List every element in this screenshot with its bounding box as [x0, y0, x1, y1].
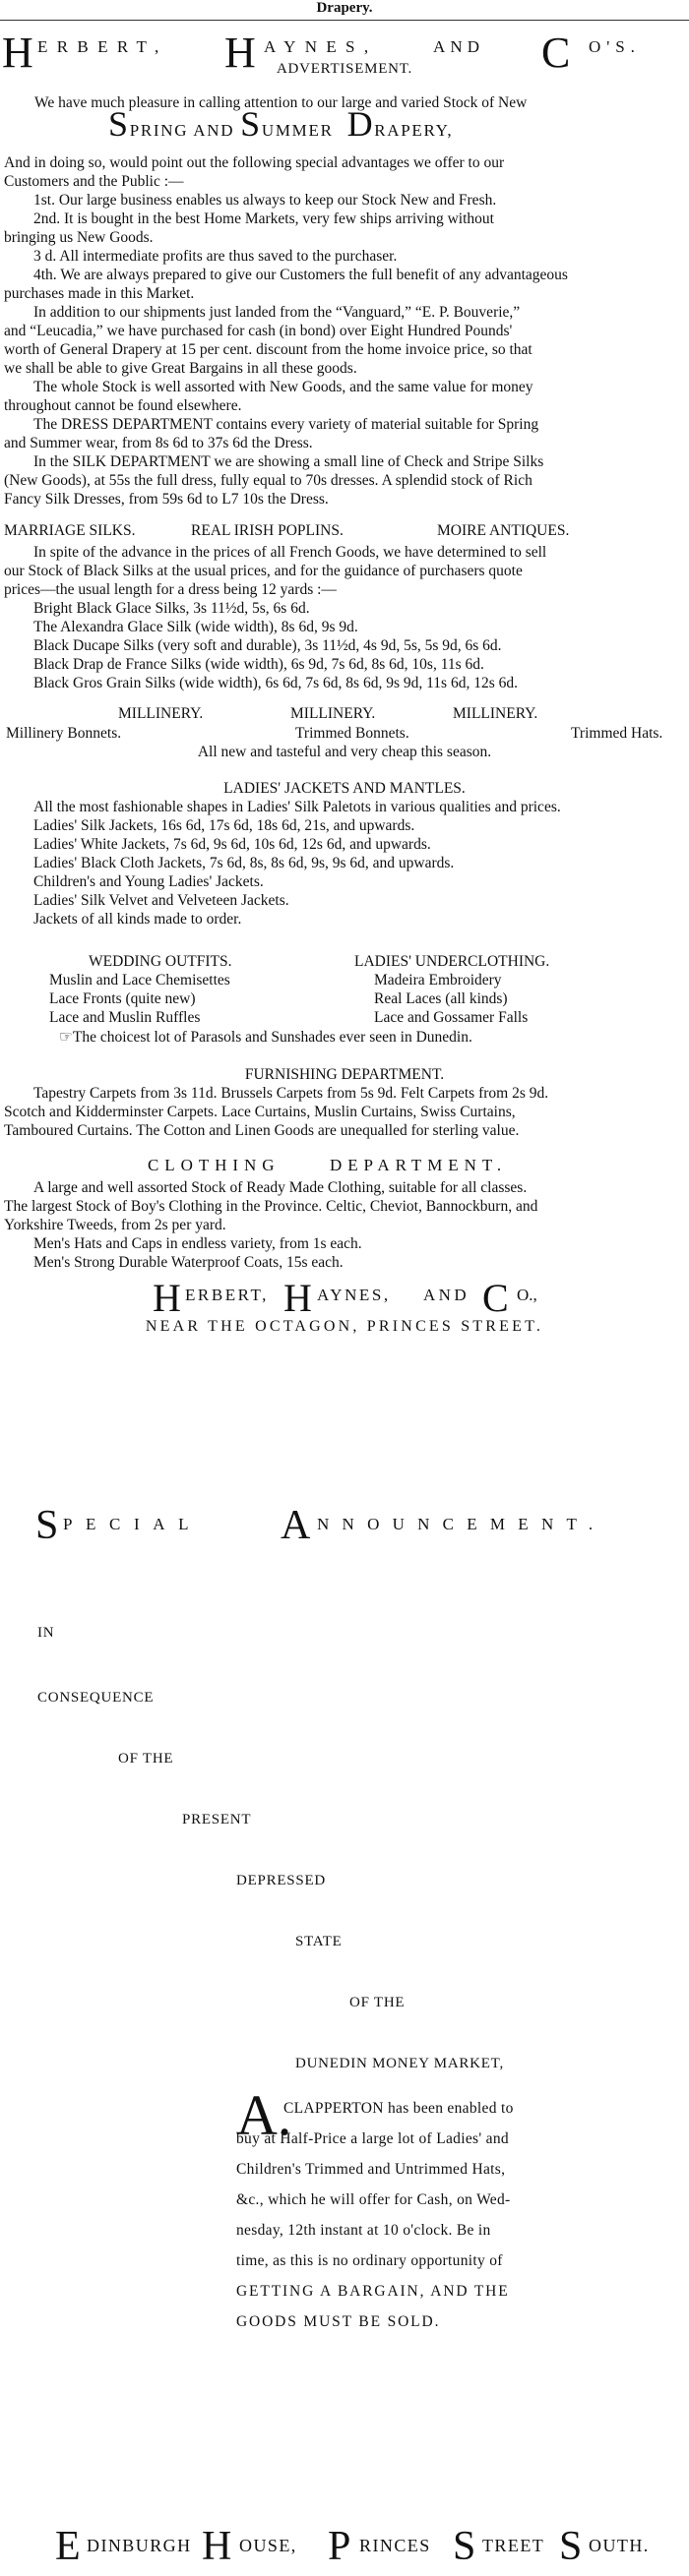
- drop-cap: A.: [236, 2083, 292, 2147]
- ad-address: NEAR THE OCTAGON, PRINCES STREET.: [145, 1318, 544, 1335]
- cascade-line: OF THE: [349, 1995, 406, 2010]
- furnishing-heading: FURNISHING DEPARTMENT.: [244, 1066, 445, 1083]
- jackets-block: All the most fashionable shapes in Ladies' Silk Paletots in various qualities and prices. Ladies' Silk Jackets, 16s 6d, 17s 6d, 18s 6d, 21s, and upwards. Ladies' White Jackets, 7s 6d, 9s 6d, 10s 6d, 12s 6d, and upwards. Ladies' Black Cloth Jackets, 7s 6d, 8s, 8s 6d, 9s, 9s 6d, and upwards. Children's and Young Ladies' Jackets. Ladies' Silk Velvet and Velveteen Jackets. Jackets of all kinds made to order.: [33, 799, 561, 928]
- pointing-hand-icon: ☞: [59, 1029, 73, 1046]
- silks-block: In spite of the advance in the prices of all French Goods, we have determined to sell our Stock of Black Silks at the usual prices, and for the guidance of purchasers quote prices—the usual length for a dress being 12 yards :— Bright Black Glace Silks, 3s 11½d, 5s, 6s 6d. The Alexandra Glace Silk (wide width), 8s 6d, 9s 9d. Black Ducape Silks (very soft and durable), 3s 11½d, 4s 9d, 5s, 5s 9d, 6s 6d. Black Drap de France Silks (wide width), 6s 9d, 7s 6d, 8s 6d, 10s, 11s 6d. Black Gros Grain Silks (wide width), 6s 6d, 7s 6d, 8s 6d, 9s 9d, 11s 6d, 12s 6d.: [4, 544, 547, 691]
- divider: [0, 20, 689, 21]
- parasols-note: ☞The choicest lot of Parasols and Sunshades ever seen in Dunedin.: [59, 1029, 472, 1046]
- furnishing-block: Tapestry Carpets from 3s 11d. Brussels Carpets from 5s 9d. Felt Carpets from 2s 9d. Scotch and Kidderminster Carpets. Lace Curtains, Muslin Curtains, Swiss Curtains, Tamboured Curtains. The Cotton and Linen Goods are unequalled for sterling value.: [4, 1085, 549, 1139]
- cascade-line: IN: [37, 1625, 55, 1641]
- jackets-heading: LADIES' JACKETS AND MANTLES.: [223, 780, 466, 797]
- cascade-line: DUNEDIN MONEY MARKET,: [295, 2056, 504, 2071]
- intro-block: And in doing so, would point out the following special advantages we offer to our Customers and the Public :— 1st. Our large business enables us always to keep our Stock New and Fresh. 2nd. It is bought in the best Home Markets, very few ships arriving without bringing us New Goods. 3 d. All intermediate profits are thus saved to the purchaser. 4th. We are always prepared to give our Customers the full benefit of any advantageous purchases made in this Market. In addition to our shipments just landed from the “Vanguard,” “E. P. Bouverie,” and “Leucadia,” we have purchased for cash (in bond) over Eight Hundred Pounds' worth of General Drapery at 15 per cent. discount from the home invoice price, so that we shall be able to give Great Bargains in all these goods. The whole Stock is well assorted with New Goods, and the same value for money throughout cannot be found elsewhere. The DRESS DEPARTMENT contains every variety of material suitable for Spring and Summer wear, from 8s 6d to 37s 6d the Dress. In the SILK DEPARTMENT we are showing a small line of Check and Stripe Silks (New Goods), at 55s the full dress, fully equal to 70s dresses. A splendid stock of Rich Fancy Silk Dresses, from 59s 6d to L7 10s the Dress.: [4, 154, 568, 508]
- clothing-block: A large and well assorted Stock of Ready Made Clothing, suitable for all classes. The largest Stock of Boy's Clothing in the Province. Celtic, Cheviot, Bannockburn, and Yorkshire Tweeds, from 2s per yard. Men's Hats and Caps in endless variety, from 1s each. Men's Strong Durable Waterproof Coats, 15s each.: [4, 1179, 538, 1271]
- cascade-line: PRESENT: [182, 1812, 252, 1827]
- intro-text: We have much pleasure in calling attention to our large and varied Stock of New: [34, 94, 528, 111]
- spring-summer-line: SPRING AND SUMMER DRAPERY,: [108, 104, 454, 144]
- section-title: Drapery.: [316, 0, 373, 16]
- cascade-line: CONSEQUENCE: [37, 1690, 155, 1706]
- ladies-underclothing: LADIES' UNDERCLOTHING. Madeira Embroidery Real Laces (all kinds) Lace and Gossamer Falls: [354, 953, 550, 1026]
- cascade-line: DEPRESSED: [236, 1873, 326, 1888]
- cascade-line: OF THE: [118, 1751, 174, 1767]
- ad-subheader: ADVERTISEMENT.: [276, 61, 413, 77]
- announcement-body: CLAPPERTON has been enabled to buy at Half-Price a large lot of Ladies' and Children's Trimmed and Untrimmed Hats, &c., which he will offer for Cash, on Wed- nesday, 12th instant at 10 o'clock. Be in time, as this is no ordinary opportunity of GETTING A BARGAIN, AND THE GOODS MUST BE SOLD.: [236, 2100, 514, 2330]
- cascade-line: STATE: [295, 1934, 343, 1949]
- millinery-note: All new and tasteful and very cheap this season.: [197, 744, 492, 760]
- wedding-outfits: WEDDING OUTFITS. Muslin and Lace Chemisettes Lace Fronts (quite new) Lace and Muslin Ruffles: [49, 953, 232, 1026]
